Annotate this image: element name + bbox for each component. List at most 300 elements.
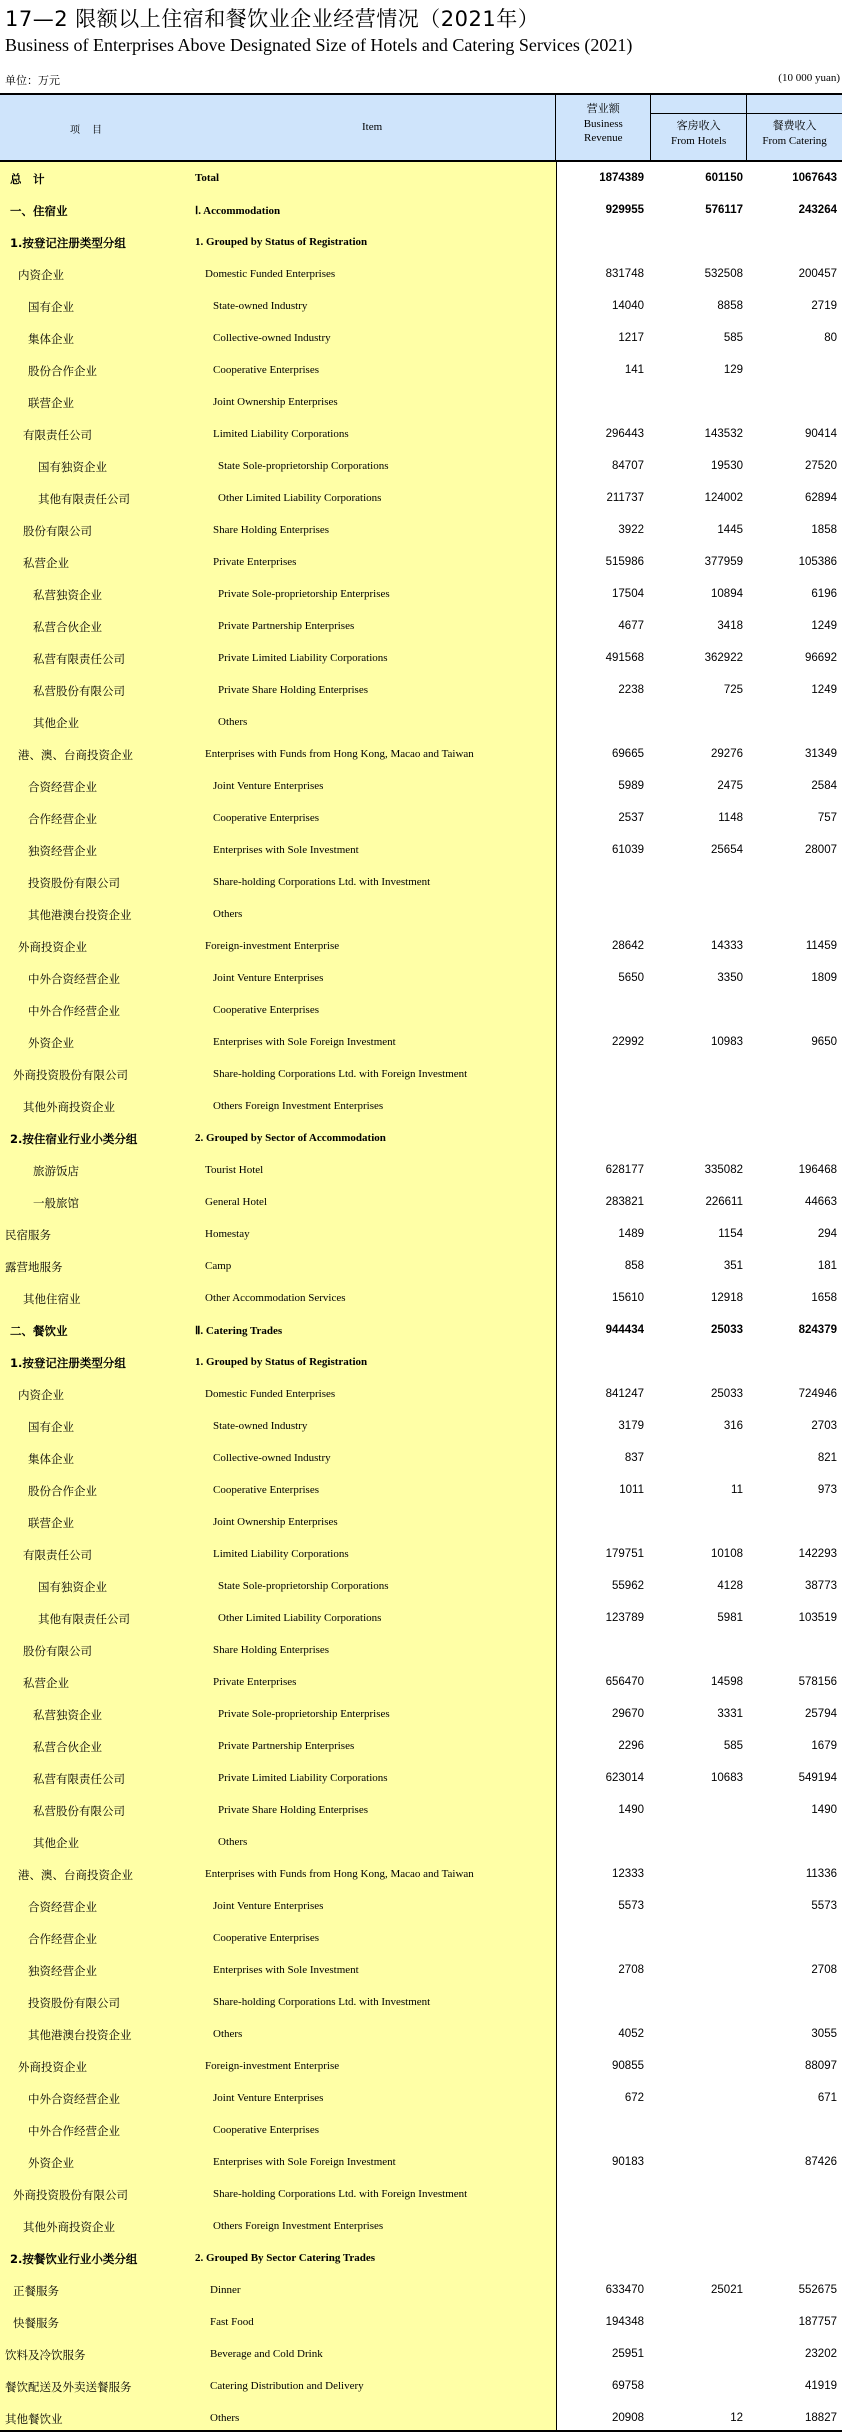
cell-from-catering: 41919 [805,2380,837,2392]
row-label-cn: 有限责任公司 [23,428,92,442]
row-label-cn: 私营合伙企业 [33,620,102,634]
table-row [0,1858,842,1890]
row-label-cn: 其他外商投资企业 [23,2220,115,2234]
row-label-en: Others [213,908,243,920]
cell-business-revenue: 4677 [618,620,644,632]
cell-from-hotels: 143532 [704,428,743,440]
table-rows [0,162,842,2434]
cell-from-hotels: 19530 [711,460,743,472]
table-row [0,2210,842,2242]
cell-from-hotels: 29276 [711,748,743,760]
row-label-cn: 私营有限责任公司 [33,652,125,666]
row-label-en: Private Sole-proprietorship Enterprises [218,1708,390,1720]
cell-from-hotels: 25033 [711,1324,743,1336]
table-row [0,2018,842,2050]
cell-from-catering: 1249 [811,620,837,632]
row-label-en: Cooperative Enterprises [213,1004,319,1016]
row-label-en: Foreign-investment Enterprise [205,940,340,952]
row-label-cn: 2.按住宿业行业小类分组 [10,1132,138,1146]
table-row [0,834,842,866]
row-label-en: Dinner [210,2284,241,2296]
cell-from-hotels: 25654 [711,844,743,856]
cell-from-hotels: 25033 [711,1388,743,1400]
table-row [0,1570,842,1602]
row-label-cn: 一、住宿业 [10,204,68,218]
cell-business-revenue: 28642 [612,940,644,952]
table-row [0,450,842,482]
row-label-cn: 正餐服务 [13,2284,59,2298]
row-label-en: Camp [205,1260,232,1272]
cell-business-revenue: 4052 [618,2028,644,2040]
row-label-cn: 投资股份有限公司 [28,1996,120,2010]
row-label-en: Ⅰ. Accommodation [195,205,281,217]
row-label-cn: 股份有限公司 [23,524,92,538]
row-label-en: Beverage and Cold Drink [210,2348,323,2360]
table-row [0,1602,842,1634]
cell-from-hotels: 377959 [704,556,743,568]
table-row [0,994,842,1026]
cell-business-revenue: 296443 [605,428,644,440]
cell-from-catering: 96692 [805,652,837,664]
cell-business-revenue: 84707 [612,460,644,472]
table-row [0,546,842,578]
cell-from-catering: 2708 [811,1964,837,1976]
row-label-cn: 股份合作企业 [28,1484,97,1498]
row-label-en: State Sole-proprietorship Corporations [218,460,389,472]
row-label-en: Private Partnership Enterprises [218,620,355,632]
table-row [0,1090,842,1122]
cell-business-revenue: 837 [624,1452,644,1464]
table-row [0,930,842,962]
row-label-en: Share-holding Corporations Ltd. with Foreign Investment [213,2188,468,2200]
cell-business-revenue: 55962 [612,1580,644,1592]
row-label-en: Domestic Funded Enterprises [205,268,336,280]
row-label-en: Others Foreign Investment Enterprises [213,2220,384,2232]
table-row [0,2114,842,2146]
row-label-en: Others [213,2028,243,2040]
cell-from-catering: 80 [824,332,837,344]
row-label-cn: 餐饮配送及外卖送餐服务 [5,2380,132,2394]
table-row [0,1986,842,2018]
cell-from-catering: 1658 [811,1292,837,1304]
row-label-cn: 有限责任公司 [23,1548,92,1562]
row-label-cn: 独资经营企业 [28,1964,97,1978]
table-row [0,1538,842,1570]
row-label-cn: 合作经营企业 [28,1932,97,1946]
row-label-cn: 2.按餐饮业行业小类分组 [10,2252,138,2266]
cell-from-catering: 724946 [798,1388,837,1400]
table-row [0,482,842,514]
table-row [0,2306,842,2338]
row-label-cn: 合资经营企业 [28,780,97,794]
cell-from-catering: 243264 [798,204,837,216]
table-row [0,1826,842,1858]
row-label-en: Catering Distribution and Delivery [210,2380,364,2392]
row-label-cn: 露营地服务 [5,1260,63,1274]
cell-from-hotels: 316 [723,1420,743,1432]
cell-business-revenue: 12333 [612,1868,644,1880]
table-row [0,1698,842,1730]
table-row [0,2178,842,2210]
row-label-cn: 快餐服务 [13,2316,59,2330]
cell-business-revenue: 858 [624,1260,644,1272]
cell-from-catering: 87426 [805,2156,837,2168]
header-col1-en-2: Revenue [584,132,623,144]
row-label-cn: 外资企业 [28,1036,74,1050]
cell-business-revenue: 3922 [618,524,644,536]
cell-from-catering: 11336 [805,1868,837,1880]
header-from-hotels [650,95,746,160]
cell-from-catering: 1249 [811,684,837,696]
table-row [0,898,842,930]
table-row [0,2274,842,2306]
row-label-en: Others [210,2412,240,2424]
cell-from-catering: 1490 [811,1804,837,1816]
table-row [0,1186,842,1218]
cell-from-catering: 1809 [811,972,837,984]
cell-from-catering: 196468 [798,1164,837,1176]
row-label-en: Domestic Funded Enterprises [205,1388,336,1400]
table-row [0,418,842,450]
header-col3-en: From Catering [762,135,827,147]
cell-from-catering: 11459 [805,940,837,952]
row-label-cn: 1.按登记注册类型分组 [10,1356,126,1370]
cell-from-catering: 90414 [805,428,837,440]
cell-from-catering: 23202 [805,2348,837,2360]
table-row [0,706,842,738]
cell-business-revenue: 179751 [605,1548,644,1560]
table-row [0,226,842,258]
row-label-en: Joint Venture Enterprises [213,972,324,984]
cell-from-catering: 1679 [811,1740,837,1752]
cell-business-revenue: 2708 [618,1964,644,1976]
cell-business-revenue: 1874389 [599,172,644,184]
row-label-cn: 其他企业 [33,716,79,730]
cell-from-catering: 25794 [805,1708,837,1720]
row-label-cn: 私营合伙企业 [33,1740,102,1754]
cell-from-catering: 821 [817,1452,837,1464]
header-from-catering [746,95,842,160]
row-label-en: Others Foreign Investment Enterprises [213,1100,384,1112]
cell-business-revenue: 15610 [612,1292,644,1304]
row-label-cn: 其他有限责任公司 [38,1612,130,1626]
table-row [0,1794,842,1826]
table-row [0,2338,842,2370]
cell-from-catering: 31349 [805,748,837,760]
row-label-cn: 其他港澳台投资企业 [28,908,132,922]
row-label-en: State-owned Industry [213,1420,308,1432]
row-label-cn: 外商投资股份有限公司 [13,2188,128,2202]
cell-from-hotels: 4128 [717,1580,743,1592]
cell-business-revenue: 672 [624,2092,644,2104]
row-label-cn: 私营股份有限公司 [33,1804,125,1818]
table-row [0,2050,842,2082]
row-label-cn: 集体企业 [28,1452,74,1466]
row-label-en: Cooperative Enterprises [213,1932,319,1944]
table-row [0,1762,842,1794]
table-header [0,93,842,162]
cell-business-revenue: 123789 [605,1612,644,1624]
table-row [0,1058,842,1090]
cell-from-hotels: 3418 [717,620,743,632]
cell-business-revenue: 3179 [618,1420,644,1432]
header-col2-cn: 客房收入 [676,119,721,132]
table-row [0,1026,842,1058]
cell-business-revenue: 22992 [612,1036,644,1048]
cell-from-hotels: 362922 [704,652,743,664]
header-item-en: Item [362,121,383,133]
cell-from-hotels: 226611 [705,1196,743,1208]
cell-from-catering: 9650 [811,1036,837,1048]
table-row [0,610,842,642]
cell-from-hotels: 10108 [711,1548,743,1560]
cell-from-catering: 28007 [805,844,837,856]
cell-business-revenue: 628177 [605,1164,644,1176]
row-label-en: Share Holding Enterprises [213,1644,330,1656]
cell-from-catering: 200457 [798,268,837,280]
table-row [0,962,842,994]
cell-business-revenue: 90183 [612,2156,644,2168]
cell-from-catering: 142293 [798,1548,837,1560]
cell-from-catering: 105386 [798,556,837,568]
row-label-en: 1. Grouped by Status of Registration [195,1356,368,1368]
table-row [0,1154,842,1186]
table-row [0,514,842,546]
row-label-en: Foreign-investment Enterprise [205,2060,340,2072]
row-label-en: Joint Ownership Enterprises [213,396,338,408]
cell-from-catering: 294 [817,1228,837,1240]
cell-business-revenue: 2537 [618,812,644,824]
row-label-en: Private Share Holding Enterprises [218,684,368,696]
row-label-cn: 合资经营企业 [28,1900,97,1914]
cell-from-catering: 549194 [798,1772,837,1784]
row-label-cn: 其他有限责任公司 [38,492,130,506]
cell-business-revenue: 5573 [618,1900,644,1912]
cell-from-catering: 6196 [811,588,837,600]
cell-business-revenue: 2238 [618,684,644,696]
row-label-en: Cooperative Enterprises [213,1484,319,1496]
cell-business-revenue: 61039 [612,844,644,856]
cell-from-catering: 2703 [811,1420,837,1432]
header-col1-cn: 营业额 [586,102,620,115]
cell-business-revenue: 25951 [612,2348,644,2360]
row-label-en: Joint Venture Enterprises [213,1900,324,1912]
table-row [0,1474,842,1506]
row-label-en: Joint Venture Enterprises [213,2092,324,2104]
row-label-cn: 私营企业 [23,1676,69,1690]
table-row [0,2242,842,2274]
row-label-cn: 联营企业 [28,396,74,410]
row-label-cn: 集体企业 [28,332,74,346]
cell-business-revenue: 2296 [618,1740,644,1752]
row-label-en: State Sole-proprietorship Corporations [218,1580,389,1592]
row-label-en: Others [218,1836,248,1848]
cell-from-catering: 3055 [811,2028,837,2040]
row-label-en: Cooperative Enterprises [213,364,319,376]
row-label-en: Share-holding Corporations Ltd. with Foreign Investment [213,1068,468,1080]
table-row [0,194,842,226]
row-label-cn: 私营有限责任公司 [33,1772,125,1786]
cell-business-revenue: 141 [624,364,644,376]
row-label-en: Share-holding Corporations Ltd. with Investment [213,1996,431,2008]
row-label-cn: 私营独资企业 [33,588,102,602]
cell-from-catering: 27520 [805,460,837,472]
row-label-en: Enterprises with Funds from Hong Kong, Macao and Taiwan [205,1868,474,1880]
cell-from-hotels: 14598 [711,1676,743,1688]
header-item [0,95,555,160]
cell-business-revenue: 17504 [612,588,644,600]
row-label-en: Enterprises with Sole Investment [213,844,359,856]
cell-business-revenue: 29670 [612,1708,644,1720]
row-label-cn: 港、澳、台商投资企业 [18,1868,133,1882]
header-business-revenue [555,95,650,160]
cell-business-revenue: 1489 [618,1228,644,1240]
cell-from-catering: 181 [817,1260,837,1272]
cell-from-catering: 552675 [798,2284,837,2296]
table-row [0,1666,842,1698]
cell-business-revenue: 90855 [612,2060,644,2072]
table-row [0,642,842,674]
table-row [0,2082,842,2114]
row-label-en: Homestay [205,1228,250,1240]
header-col1-en-1: Business [583,118,623,130]
row-label-en: 2. Grouped By Sector Catering Trades [195,2252,376,2264]
row-label-cn: 中外合资经营企业 [28,972,120,986]
row-label-en: Collective-owned Industry [213,1452,331,1464]
cell-business-revenue: 20908 [612,2412,644,2424]
cell-from-hotels: 12 [730,2412,743,2424]
row-label-en: Private Enterprises [213,1676,297,1688]
cell-business-revenue: 633470 [605,2284,644,2296]
row-label-en: Cooperative Enterprises [213,812,319,824]
cell-from-hotels: 12918 [711,1292,743,1304]
row-label-cn: 其他企业 [33,1836,79,1850]
statistics-table [0,93,842,2431]
row-label-cn: 1.按登记注册类型分组 [10,236,126,250]
row-label-cn: 其他外商投资企业 [23,1100,115,1114]
table-row [0,1218,842,1250]
cell-from-catering: 44663 [805,1196,837,1208]
cell-from-hotels: 10894 [711,588,743,600]
cell-from-catering: 18827 [805,2412,837,2424]
table-row [0,2146,842,2178]
row-label-cn: 国有企业 [28,1420,74,1434]
cell-from-catering: 62894 [805,492,837,504]
row-label-en: Limited Liability Corporations [213,428,349,440]
table-row [0,1314,842,1346]
row-label-en: Cooperative Enterprises [213,2124,319,2136]
row-label-en: Private Sole-proprietorship Enterprises [218,588,390,600]
row-label-en: 1. Grouped by Status of Registration [195,236,368,248]
table-row [0,1922,842,1954]
cell-business-revenue: 1217 [618,332,644,344]
table-row [0,1634,842,1666]
row-label-en: Tourist Hotel [205,1164,264,1176]
header-col3-cn: 餐费收入 [772,119,817,132]
cell-from-hotels: 725 [723,684,743,696]
cell-business-revenue: 944434 [605,1324,644,1336]
cell-from-catering: 38773 [805,1580,837,1592]
cell-business-revenue: 1011 [619,1484,644,1496]
cell-business-revenue: 491568 [605,652,644,664]
row-label-en: Other Limited Liability Corporations [218,1612,382,1624]
row-label-en: Others [218,716,248,728]
cell-from-hotels: 10983 [711,1036,743,1048]
cell-business-revenue: 831748 [605,268,644,280]
cell-from-hotels: 585 [723,1740,743,1752]
cell-business-revenue: 1490 [618,1804,644,1816]
row-label-en: Limited Liability Corporations [213,1548,349,1560]
cell-from-catering: 187757 [798,2316,837,2328]
table-body [0,162,842,2431]
cell-from-hotels: 1154 [718,1228,743,1240]
unit-label-chinese: 单位：万元 [5,74,60,87]
cell-from-catering: 757 [817,812,837,824]
cell-from-hotels: 601150 [705,172,743,184]
table-row [0,1730,842,1762]
cell-from-catering: 1858 [811,524,837,536]
table-row [0,674,842,706]
table-row [0,1410,842,1442]
row-label-cn: 二、餐饮业 [10,1324,68,1338]
cell-from-hotels: 25021 [711,2284,743,2296]
cell-business-revenue: 194348 [605,2316,644,2328]
table-row [0,2370,842,2402]
row-label-en: Other Accommodation Services [205,1292,346,1304]
cell-from-hotels: 129 [723,364,743,376]
row-label-cn: 私营独资企业 [33,1708,102,1722]
row-label-en: Private Limited Liability Corporations [218,1772,388,1784]
row-label-cn: 私营股份有限公司 [33,684,125,698]
unit-label-english: (10 000 yuan) [778,72,840,84]
cell-from-hotels: 124002 [704,492,743,504]
cell-business-revenue: 515986 [605,556,644,568]
cell-from-hotels: 532508 [704,268,743,280]
cell-from-hotels: 2475 [717,780,743,792]
cell-business-revenue: 929955 [605,204,644,216]
row-label-en: Other Limited Liability Corporations [218,492,382,504]
row-label-en: 2. Grouped by Sector of Accommodation [195,1132,386,1144]
row-label-cn: 一般旅馆 [33,1196,79,1210]
table-row [0,290,842,322]
table-row [0,1506,842,1538]
cell-business-revenue: 211737 [606,492,644,504]
cell-from-hotels: 8858 [717,300,743,312]
row-label-cn: 外商投资企业 [18,940,87,954]
cell-from-catering: 103519 [798,1612,837,1624]
row-label-en: Enterprises with Funds from Hong Kong, Macao and Taiwan [205,748,474,760]
cell-business-revenue: 69665 [612,748,644,760]
row-label-cn: 独资经营企业 [28,844,97,858]
cell-from-catering: 5573 [811,1900,837,1912]
cell-from-hotels: 10683 [711,1772,743,1784]
row-label-cn: 股份合作企业 [28,364,97,378]
row-label-en: Enterprises with Sole Investment [213,1964,359,1976]
table-row [0,386,842,418]
cell-from-hotels: 585 [723,332,743,344]
cell-from-hotels: 1445 [717,524,743,536]
table-row [0,802,842,834]
row-label-cn: 旅游饭店 [33,1164,79,1178]
row-label-en: Private Share Holding Enterprises [218,1804,368,1816]
table-row [0,1442,842,1474]
cell-business-revenue: 5650 [618,972,644,984]
row-label-en: Enterprises with Sole Foreign Investment [213,1036,396,1048]
row-label-en: Fast Food [210,2316,254,2328]
header-col2-en: From Hotels [671,135,727,147]
cell-business-revenue: 623014 [605,1772,644,1784]
table-title-english: Business of Enterprises Above Designated Size of Hotels and Catering Services (2021) [5,35,633,55]
